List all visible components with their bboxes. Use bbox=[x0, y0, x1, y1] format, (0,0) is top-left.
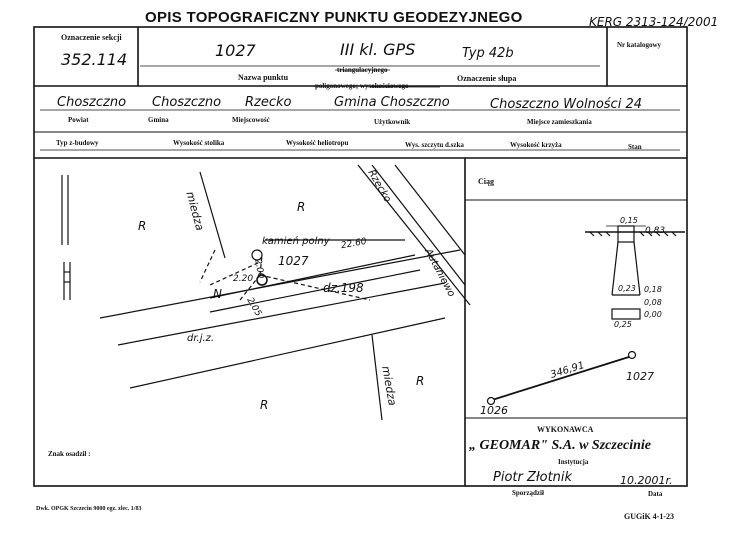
document-number: KERG 2313-124/2001 bbox=[589, 15, 719, 29]
post-label: Oznaczenie słupa bbox=[457, 74, 517, 83]
wys-stolika-label: Wysokość stolika bbox=[173, 139, 225, 147]
miedza-label-bottom: miedza bbox=[379, 365, 399, 407]
point-a-label: 1026 bbox=[480, 404, 508, 417]
data-label: Data bbox=[648, 490, 663, 498]
wys-krzyza-label: Wysokość krzyża bbox=[510, 141, 562, 149]
instytucja-label: Instytucja bbox=[558, 458, 589, 466]
wys-heliotropu-label: Wysokość heliotropu bbox=[286, 139, 349, 147]
point-b-label: 1027 bbox=[626, 370, 654, 383]
parcel-label: dz.198 bbox=[323, 281, 364, 295]
drjz-label: dr.j.z. bbox=[187, 333, 215, 344]
dist-205: 2.05 bbox=[244, 296, 264, 319]
miedza-label-top: miedza bbox=[183, 190, 207, 233]
class-line-2: poligonowego; wysokościowego bbox=[315, 82, 409, 90]
zamieszkanie-label: Miejsce zamieszkania bbox=[527, 118, 592, 126]
dist-200: 2.00 bbox=[252, 258, 266, 280]
type-value: Typ 42b bbox=[462, 46, 514, 61]
class-value: III kl. GPS bbox=[340, 40, 416, 59]
dist-220: 2.20 bbox=[233, 274, 254, 284]
region-n: N bbox=[213, 287, 222, 301]
company-name: „ GEOMAR" S.A. w Szczecinie bbox=[469, 438, 652, 453]
dim-000: 0,00 bbox=[644, 310, 662, 319]
gmina-value: Choszczno bbox=[152, 95, 222, 110]
person-name: Piotr Złotnik bbox=[493, 470, 573, 485]
region-r1: R bbox=[138, 219, 147, 233]
znak-label: Znak osadził : bbox=[48, 450, 91, 458]
dim-018: 0,18 bbox=[644, 285, 662, 294]
uzytkownik-label: Użytkownik bbox=[374, 118, 411, 126]
point-name-label: Nazwa punktu bbox=[238, 73, 289, 82]
dim-015: 0,15 bbox=[620, 216, 638, 225]
road-label-2: Autaniewo bbox=[422, 247, 457, 299]
road-label: Rzecko bbox=[365, 168, 393, 205]
region-r2: R bbox=[297, 200, 306, 214]
kamien-label: kamień polny bbox=[262, 236, 330, 247]
powiat-value: Choszczno bbox=[57, 95, 127, 110]
stan-label: Stan bbox=[628, 143, 642, 151]
dim-008: 0,08 bbox=[644, 298, 662, 307]
document-title: OPIS TOPOGRAFICZNY PUNKTU GEODEZYJNEGO bbox=[145, 9, 523, 26]
date-value: 10.2001r. bbox=[620, 474, 673, 487]
region-r4: R bbox=[416, 374, 425, 388]
wykonawca-label: WYKONAWCA bbox=[537, 425, 594, 434]
sketch-point-number: 1027 bbox=[278, 254, 309, 268]
dim-023: 0,23 bbox=[618, 284, 636, 293]
sheet-value: 352.114 bbox=[61, 50, 128, 69]
point-number-field: 1027 bbox=[215, 41, 256, 60]
typ-budowy-label: Typ z-budowy bbox=[56, 139, 99, 147]
dist-2260: 22.60 bbox=[340, 236, 368, 252]
sporzadzil-label: Sporządził bbox=[512, 489, 544, 497]
line-distance: 346,91 bbox=[549, 360, 586, 381]
zamieszkanie-value: Choszczno Wolności 24 bbox=[490, 97, 642, 112]
dim-025: 0,25 bbox=[614, 320, 632, 329]
region-r3: R bbox=[260, 398, 269, 412]
class-line-1: triangulacyjnego bbox=[337, 66, 388, 74]
dim-083: 0,83 bbox=[645, 226, 666, 236]
print-note: Dwk. OPGK Szczecin 9000 egz. zlec. 1/83 bbox=[36, 506, 142, 512]
form-code: GUGiK 4-1-23 bbox=[624, 512, 674, 521]
gmina-label: Gmina bbox=[148, 116, 169, 124]
sheet-label: Oznaczenie sekcji bbox=[61, 33, 122, 42]
wys-szczytu-label: Wys. szczytu d.szka bbox=[405, 141, 464, 149]
miejscowosc-label: Miejscowość bbox=[232, 116, 270, 124]
ciag-label: Ciąg bbox=[478, 177, 494, 186]
catalog-label: Nr katalogowy bbox=[617, 41, 662, 49]
miejscowosc-value: Rzecko bbox=[245, 95, 292, 110]
uzytkownik-value: Gmina Choszczno bbox=[334, 95, 450, 110]
powiat-label: Powiat bbox=[68, 116, 89, 124]
